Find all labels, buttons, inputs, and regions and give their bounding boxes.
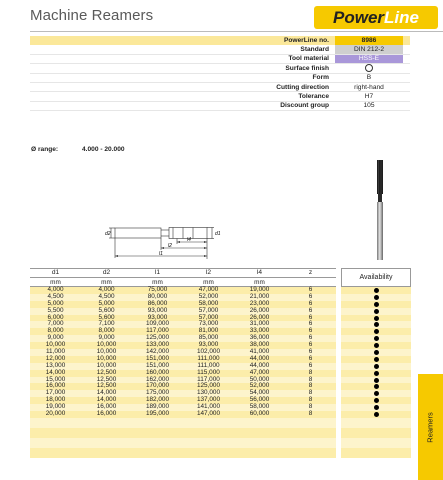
drawing-shank	[115, 228, 161, 238]
column-header: z	[308, 269, 313, 276]
availability-row	[341, 328, 411, 335]
table-cell: 19,000	[45, 403, 66, 411]
table-cell: 21,000	[249, 292, 270, 300]
availability-row	[341, 308, 411, 315]
availability-empty-row	[341, 438, 411, 448]
table-row	[30, 411, 336, 418]
table-cell: 73,000	[198, 320, 219, 328]
table-cell: 75,000	[147, 286, 168, 293]
table-row	[30, 328, 336, 335]
dot-icon	[374, 391, 379, 396]
table-cell: 111,000	[197, 361, 220, 369]
drawing-label-d2: d2	[105, 231, 111, 237]
table-row	[30, 294, 336, 301]
table-cell: 6	[308, 286, 313, 293]
availability-row	[341, 397, 411, 404]
availability-row	[341, 411, 411, 418]
table-cell: 102,000	[196, 348, 221, 356]
table-cell: 93,000	[147, 306, 168, 314]
table-cell: 10,000	[96, 348, 117, 356]
availability-row	[341, 356, 411, 363]
table-cell: 14,000	[96, 396, 117, 404]
table-cell: 162,000	[145, 375, 170, 383]
table-cell: 14,000	[96, 389, 117, 397]
table-cell: 14,000	[45, 368, 66, 376]
dot-icon	[374, 343, 379, 348]
table-cell: 60,000	[249, 410, 270, 418]
spec-value: 8986	[335, 36, 403, 45]
powerline-logo	[314, 6, 438, 29]
technical-drawing	[103, 214, 221, 264]
spec-label: Tolerance	[298, 93, 329, 101]
table-cell: 8	[308, 375, 313, 383]
table-cell: 54,000	[249, 389, 270, 397]
spec-row	[30, 45, 410, 54]
table-cell: 6	[308, 354, 313, 362]
spec-value: H7	[364, 93, 374, 101]
table-cell: 10,000	[45, 341, 66, 349]
unit-cell: mm	[203, 278, 214, 286]
table-cell: 189,000	[145, 403, 170, 411]
availability-header: Availability	[341, 268, 411, 287]
spec-row	[30, 83, 410, 92]
column-header: l2	[205, 269, 212, 276]
drawing-label-d1: d1	[215, 231, 221, 237]
table-cell: 80,000	[147, 292, 168, 300]
table-cell: 81,000	[198, 327, 219, 335]
spec-value: HSS-E	[335, 55, 403, 63]
table-cell: 125,000	[145, 334, 170, 342]
table-cell: 6	[308, 327, 313, 335]
spec-row	[30, 92, 410, 101]
table-cell: 47,000	[249, 368, 270, 376]
drawing-label-l1: l1	[159, 251, 163, 257]
table-cell: 16,000	[45, 382, 66, 390]
table-cell: 6	[308, 306, 313, 314]
table-row	[30, 397, 336, 404]
dot-icon	[374, 322, 379, 327]
table-cell: 38,000	[249, 341, 270, 349]
empty-row	[30, 448, 336, 458]
table-row	[30, 370, 336, 377]
drawing-label-l2: l2	[168, 243, 172, 249]
dot-icon	[374, 405, 379, 410]
table-cell: 170,000	[145, 382, 170, 390]
dot-icon	[374, 350, 379, 355]
table-header-row	[30, 268, 336, 278]
availability-row	[341, 342, 411, 349]
empty-row	[30, 428, 336, 438]
table-cell: 12,500	[96, 382, 117, 390]
availability-row	[341, 315, 411, 322]
table-cell: 23,000	[249, 299, 270, 307]
table-cell: 12,000	[45, 354, 66, 362]
table-cell: 20,000	[45, 410, 66, 418]
table-cell: 8,000	[47, 327, 64, 335]
table-row	[30, 315, 336, 322]
spec-table	[30, 36, 410, 111]
table-row	[30, 363, 336, 370]
table-cell: 5,000	[47, 299, 64, 307]
table-cell: 182,000	[145, 396, 170, 404]
surface-finish-circle-icon	[365, 64, 373, 72]
dot-icon	[374, 316, 379, 321]
availability-row	[341, 335, 411, 342]
table-cell: 9,000	[98, 334, 115, 342]
table-cell: 58,000	[249, 403, 270, 411]
title-divider	[30, 31, 443, 32]
dot-icon	[374, 364, 379, 369]
table-cell: 10,000	[96, 361, 117, 369]
dot-icon	[374, 302, 379, 307]
table-cell: 6	[308, 334, 313, 342]
table-cell: 133,000	[145, 341, 170, 349]
table-cell: 26,000	[249, 313, 270, 321]
table-cell: 16,000	[96, 403, 117, 411]
table-cell: 47,000	[198, 286, 219, 293]
range-label: Ø range:	[31, 146, 59, 153]
unit-cell: mm	[101, 278, 112, 286]
table-cell: 6,000	[47, 313, 64, 321]
availability-row	[341, 321, 411, 328]
spec-row	[30, 36, 410, 45]
table-cell: 5,500	[47, 306, 64, 314]
table-row	[30, 308, 336, 315]
availability-empty-row	[341, 428, 411, 438]
table-cell: 130,000	[196, 389, 221, 397]
table-cell: 33,000	[249, 327, 270, 335]
table-cell: 8	[308, 382, 313, 390]
table-cell: 10,000	[96, 341, 117, 349]
table-cell: 8	[308, 389, 313, 397]
table-cell: 11,000	[45, 348, 66, 356]
table-cell: 86,000	[147, 299, 168, 307]
dot-icon	[374, 384, 379, 389]
availability-row	[341, 377, 411, 384]
drawing-label-l4: l4	[187, 237, 191, 243]
section-tab-reamers[interactable]	[418, 374, 443, 480]
spec-row	[30, 55, 410, 64]
table-cell: 12,500	[96, 375, 117, 383]
table-row	[30, 349, 336, 356]
table-cell: 44,000	[249, 354, 270, 362]
availability-row	[341, 287, 411, 294]
logo-text-line: Line	[384, 7, 419, 27]
dot-icon	[374, 371, 379, 376]
table-cell: 151,000	[145, 361, 170, 369]
empty-row	[30, 418, 336, 428]
table-row	[30, 356, 336, 363]
table-cell: 93,000	[198, 341, 219, 349]
spec-value: 105	[363, 102, 375, 110]
column-header: l1	[154, 269, 161, 276]
table-cell: 18,000	[45, 396, 66, 404]
table-cell: 44,000	[249, 361, 270, 369]
table-cell: 8,000	[98, 327, 115, 335]
table-cell: 93,000	[147, 313, 168, 321]
spec-label: Form	[312, 74, 329, 82]
availability-empty-row	[341, 418, 411, 428]
table-cell: 13,000	[45, 361, 66, 369]
availability-row	[341, 294, 411, 301]
dimensions-table	[30, 268, 336, 458]
table-cell: 16,000	[96, 410, 117, 418]
table-cell: 151,000	[145, 354, 170, 362]
table-row	[30, 390, 336, 397]
table-cell: 4,000	[98, 286, 115, 293]
spec-value: B	[366, 74, 372, 82]
dot-icon	[374, 336, 379, 341]
table-cell: 8	[308, 410, 313, 418]
table-row	[30, 404, 336, 411]
table-cell: 19,000	[249, 286, 270, 293]
table-cell: 117,000	[197, 375, 220, 383]
dot-icon	[374, 398, 379, 403]
table-cell: 41,000	[249, 348, 270, 356]
table-cell: 4,000	[47, 286, 64, 293]
spec-label: Standard	[300, 46, 329, 54]
table-row	[30, 383, 336, 390]
table-cell: 9,000	[47, 334, 64, 342]
availability-row	[341, 370, 411, 377]
availability-row	[341, 349, 411, 356]
empty-row	[30, 438, 336, 448]
availability-row	[341, 404, 411, 411]
spec-value: DIN 212-2	[335, 45, 403, 53]
table-cell: 6	[308, 313, 313, 321]
table-cell: 8	[308, 396, 313, 404]
spec-value: right-hand	[354, 83, 384, 91]
table-cell: 117,000	[146, 327, 169, 335]
table-cell: 52,000	[249, 382, 270, 390]
availability-row	[341, 363, 411, 370]
table-row	[30, 335, 336, 342]
availability-row	[341, 301, 411, 308]
unit-cell: mm	[254, 278, 265, 286]
spec-label: Surface finish	[285, 64, 329, 72]
table-cell: 6	[308, 361, 313, 369]
range-value: 4.000 - 20.000	[82, 146, 125, 153]
table-cell: 50,000	[249, 375, 270, 383]
spec-row	[30, 64, 410, 73]
spec-label: Discount group	[280, 102, 329, 110]
table-cell: 4,500	[47, 292, 64, 300]
dot-icon	[374, 295, 379, 300]
dot-icon	[374, 288, 379, 293]
dot-icon	[374, 357, 379, 362]
table-cell: 6	[308, 341, 313, 349]
spec-label: Cutting direction	[276, 83, 329, 91]
unit-cell: mm	[50, 278, 61, 286]
table-cell: 115,000	[197, 368, 220, 376]
table-cell: 111,000	[197, 354, 220, 362]
availability-row	[341, 383, 411, 390]
availability-row	[341, 390, 411, 397]
table-cell: 52,000	[198, 292, 219, 300]
table-cell: 147,000	[196, 410, 221, 418]
table-cell: 6	[308, 320, 313, 328]
table-cell: 31,000	[249, 320, 270, 328]
table-cell: 137,000	[196, 396, 221, 404]
table-cell: 8	[308, 368, 313, 376]
table-row	[30, 287, 336, 294]
dot-icon	[374, 329, 379, 334]
page-title: Machine Reamers	[30, 7, 154, 24]
table-row	[30, 342, 336, 349]
table-cell: 6	[308, 348, 313, 356]
section-tab-label: Reamers	[426, 411, 435, 443]
spec-row	[30, 74, 410, 83]
spec-label: Tool material	[288, 55, 329, 63]
table-row	[30, 377, 336, 384]
table-cell: 56,000	[249, 396, 270, 404]
unit-cell: mm	[152, 278, 163, 286]
table-cell: 15,000	[45, 375, 66, 383]
table-cell: 175,000	[145, 389, 170, 397]
table-cell: 141,000	[196, 403, 221, 411]
table-cell: 5,600	[98, 306, 115, 314]
table-cell: 17,000	[45, 389, 66, 397]
table-cell: 85,000	[198, 334, 219, 342]
spec-value	[335, 64, 403, 72]
column-header: l4	[256, 269, 263, 276]
table-cell: 5,600	[98, 313, 115, 321]
column-header: d2	[102, 269, 111, 276]
table-cell: 195,000	[145, 410, 170, 418]
logo-text-power: Power	[333, 7, 385, 27]
table-cell: 26,000	[249, 306, 270, 314]
table-cell: 160,000	[145, 368, 170, 376]
table-cell: 6	[308, 292, 313, 300]
table-cell: 125,000	[196, 382, 221, 390]
table-cell: 36,000	[249, 334, 270, 342]
table-cell: 5,000	[98, 299, 115, 307]
table-cell: 8	[308, 403, 313, 411]
dot-icon	[374, 309, 379, 314]
table-cell: 57,000	[198, 306, 219, 314]
table-cell: 6	[308, 299, 313, 307]
table-cell: 12,500	[96, 368, 117, 376]
dot-icon	[374, 412, 379, 417]
reamer-image	[375, 160, 385, 260]
availability-table	[341, 268, 411, 458]
dot-icon	[374, 378, 379, 383]
table-cell: 58,000	[198, 299, 219, 307]
spec-row	[30, 102, 410, 111]
table-row	[30, 321, 336, 328]
column-header: d1	[51, 269, 60, 276]
table-cell: 109,000	[145, 320, 170, 328]
table-cell: 4,500	[98, 292, 115, 300]
table-cell: 7,100	[98, 320, 115, 328]
table-units-row	[30, 278, 336, 287]
table-row	[30, 301, 336, 308]
availability-empty-row	[341, 448, 411, 458]
table-cell: 10,000	[96, 354, 117, 362]
table-cell: 142,000	[145, 348, 170, 356]
table-cell: 7,000	[47, 320, 64, 328]
table-cell: 57,000	[198, 313, 219, 321]
spec-label: PowerLine no.	[283, 37, 329, 45]
